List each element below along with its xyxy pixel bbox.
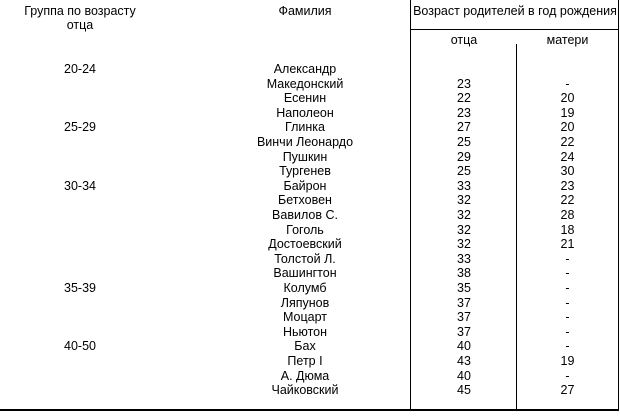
name-cell: Вавилов С.	[272, 208, 338, 222]
table-row	[0, 62, 618, 77]
name-cell: Македонский	[266, 76, 344, 91]
age-group-cell: 20-24	[64, 62, 96, 76]
table-row	[0, 91, 618, 106]
mother-age-cell: 24	[560, 149, 575, 164]
table-row	[0, 266, 618, 281]
name-cell: Толстой Л.	[274, 251, 336, 266]
table-row	[0, 193, 618, 208]
father-age-cell: 32	[457, 222, 471, 237]
mother-age-cell: 23	[560, 178, 575, 193]
mother-age-cell: -	[565, 281, 570, 295]
name-cell: Бах	[294, 339, 316, 354]
table-row	[0, 164, 618, 179]
father-age-cell: 32	[457, 208, 471, 222]
name-cell: Ляпунов	[280, 295, 330, 310]
table-row	[0, 252, 618, 267]
table-row	[0, 354, 618, 369]
name-cell: Пушкин	[282, 149, 328, 164]
table-row	[0, 325, 618, 340]
header-name: Фамилия	[278, 4, 332, 18]
name-cell: Винчи Леонардо	[256, 135, 354, 149]
name-cell: Александр	[273, 62, 337, 76]
name-cell: Колумб	[283, 281, 327, 295]
mother-age-cell: -	[565, 324, 570, 339]
father-age-cell: 33	[457, 178, 471, 193]
header-subdivider	[410, 29, 618, 30]
mother-age-cell: -	[565, 368, 570, 383]
header-father: отца	[450, 33, 478, 47]
name-cell: Байрон	[283, 178, 327, 193]
table-row	[0, 339, 618, 354]
table-row	[0, 281, 618, 296]
father-age-cell: 27	[457, 120, 471, 135]
mother-age-cell: 19	[560, 354, 575, 368]
name-cell: Достоевский	[268, 237, 342, 252]
name-cell: Чайковский	[271, 383, 339, 398]
father-age-cell: 37	[457, 295, 471, 310]
father-age-cell: 32	[457, 193, 471, 208]
mother-age-cell: 28	[560, 208, 575, 222]
table-row	[0, 310, 618, 325]
name-cell: Есенин	[283, 91, 327, 106]
mother-age-cell: 27	[560, 383, 575, 398]
table-row	[0, 383, 618, 398]
table-row	[0, 120, 618, 135]
mother-age-cell: -	[565, 295, 570, 310]
name-cell: Ньютон	[282, 324, 328, 339]
age-group-cell: 35-39	[64, 281, 96, 295]
table-row	[0, 179, 618, 194]
father-age-cell: 45	[457, 383, 471, 398]
name-cell: Тургенев	[279, 164, 331, 179]
father-age-cell: 25	[457, 135, 471, 149]
age-group-cell: 30-34	[64, 178, 96, 193]
mother-age-cell: 20	[560, 120, 575, 135]
name-cell: Наполеон	[276, 105, 334, 120]
mother-age-cell: -	[565, 76, 570, 91]
father-age-cell: 40	[457, 368, 471, 383]
name-cell: Петр I	[287, 354, 323, 368]
table-row	[0, 77, 618, 92]
age-group-cell: 40-50	[64, 339, 96, 354]
father-age-cell: 23	[457, 105, 471, 120]
age-group-cell: 25-29	[64, 120, 96, 135]
father-age-cell: 43	[457, 354, 471, 368]
mother-age-cell: 22	[560, 135, 575, 149]
name-cell: А. Дюма	[280, 368, 330, 383]
mother-age-cell: 22	[560, 193, 575, 208]
table-row	[0, 150, 618, 165]
father-age-cell: 38	[457, 266, 471, 281]
mother-age-cell: -	[565, 310, 570, 325]
mother-age-cell: -	[565, 251, 570, 266]
father-age-cell: 37	[457, 310, 471, 325]
name-cell: Моцарт	[282, 310, 328, 325]
header-mother: матери	[546, 33, 589, 47]
name-cell: Вашингтон	[273, 266, 337, 281]
table-row	[0, 369, 618, 384]
table-row	[0, 237, 618, 252]
table-row	[0, 296, 618, 311]
father-age-cell: 37	[457, 324, 471, 339]
mother-age-cell: 18	[560, 222, 575, 237]
father-age-cell: 35	[457, 281, 471, 295]
father-age-cell: 33	[457, 251, 471, 266]
table-row	[0, 223, 618, 238]
name-cell: Бетховен	[278, 193, 332, 208]
father-age-cell: 25	[457, 164, 471, 179]
father-age-cell: 23	[457, 76, 471, 91]
father-age-cell: 32	[457, 237, 471, 252]
table-row	[0, 106, 618, 121]
table-bottom-border	[0, 409, 619, 410]
father-age-cell: 40	[457, 339, 471, 354]
name-cell: Глинка	[285, 120, 325, 135]
table-row	[0, 135, 618, 150]
name-cell: Гоголь	[286, 222, 324, 237]
table-row	[0, 208, 618, 223]
mother-age-cell: 30	[560, 164, 575, 179]
mother-age-cell: -	[565, 339, 570, 354]
mother-age-cell: 21	[560, 237, 575, 252]
mother-age-cell: 19	[560, 105, 575, 120]
father-age-cell: 22	[457, 91, 471, 106]
father-age-cell: 29	[457, 149, 471, 164]
header-group: Группа по возрасту отца	[24, 4, 136, 32]
mother-age-cell: 20	[560, 91, 575, 106]
header-parents-age: Возраст родителей в год рождения	[413, 4, 617, 18]
mother-age-cell: -	[565, 266, 570, 281]
